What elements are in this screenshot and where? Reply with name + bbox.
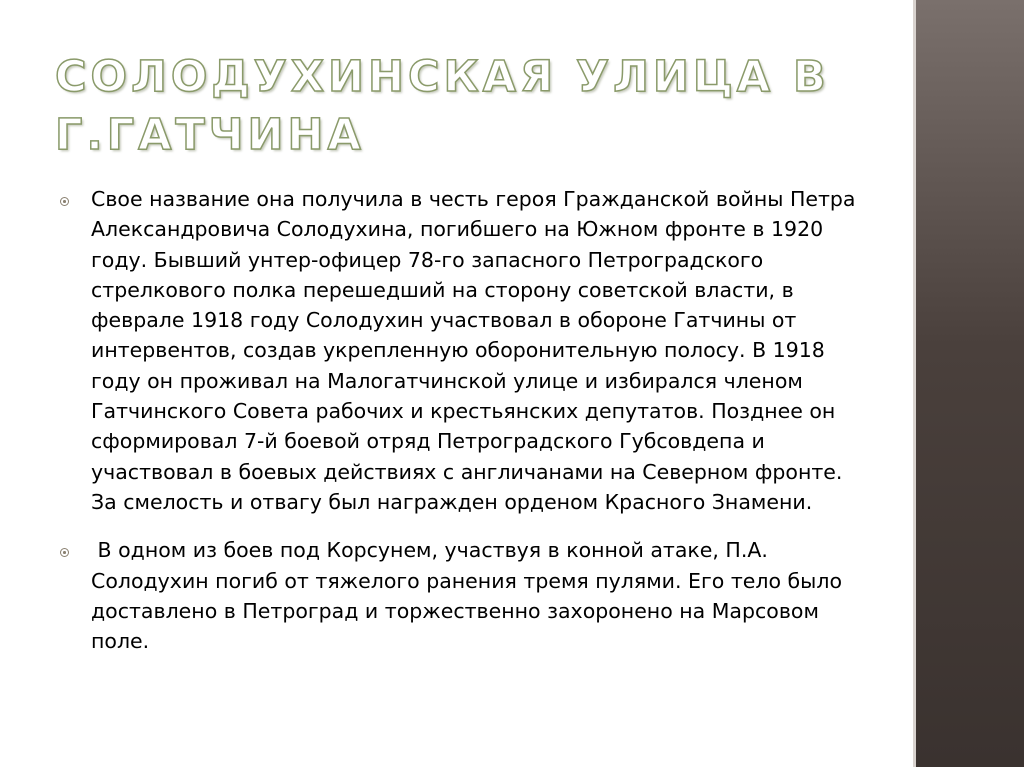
bullet-item <box>58 535 858 656</box>
circle-bullet-icon <box>60 197 69 206</box>
slide-title: СОЛОДУХИНСКАЯ УЛИЦА В Г.ГАТЧИНА <box>55 52 830 160</box>
circle-bullet-icon <box>60 548 69 557</box>
decorative-side-band <box>913 0 1024 767</box>
bullet-text: В одном из боев под Корсунем, участвуя в конной атаке, П.А. Солодухин погиб от тяжелого ранения тремя пулями. Его тело было доставлено в Петроград и торжественно захоронено на Марсовом поле. <box>91 538 849 654</box>
bullet-item <box>58 184 858 517</box>
bullet-text: Свое название она получила в честь героя Гражданской войны Петра Александровича Солодухина, погибшего на Южном фронте в 1920 году. Бывший унтер-офицер 78-го запасного Петроградского стрелкового полка перешедший на сторону советской власти, в феврале 1918 году Солодухин участвовал в обороне Гатчины от интервентов, создав укрепленную оборонительную полосу. В 1918 году он проживал на Малогатчинской улице и избирался членом Гатчинского Совета рабочих и крестьянских депутатов. Позднее он сформировал 7-й боевой отряд Петроградского Губсовдепа и участвовал в боевых действиях с англичанами на Северном фронте. За смелость и отвагу был награжден орденом Красного Знамени. <box>91 187 856 514</box>
bullet-list <box>58 184 858 674</box>
